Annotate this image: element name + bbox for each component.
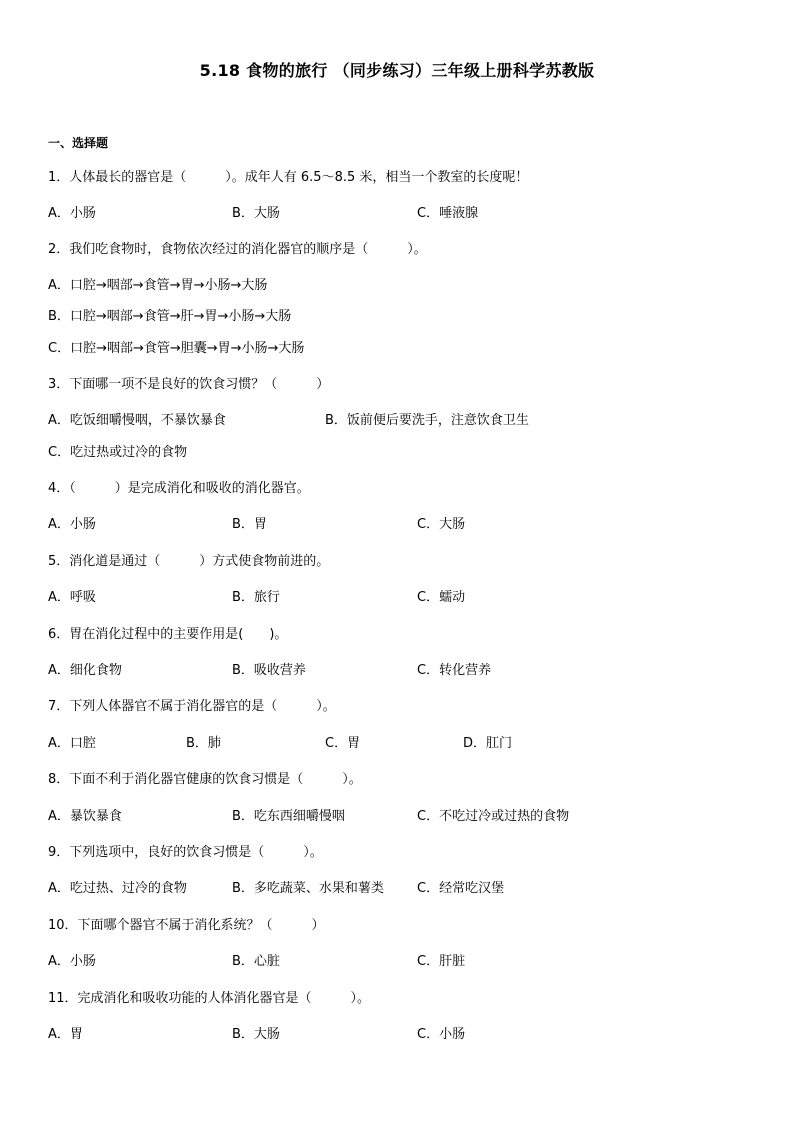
q9-option-a[interactable]: A．吃过热、过冷的食物 bbox=[48, 881, 187, 896]
question-9-stem: 9．下列选项中，良好的饮食习惯是（ ）。 bbox=[48, 845, 323, 860]
q4-option-a[interactable]: A．小肠 bbox=[48, 517, 96, 532]
q1-option-b[interactable]: B．大肠 bbox=[232, 206, 280, 221]
q8-option-c[interactable]: C．不吃过冷或过热的食物 bbox=[417, 809, 570, 824]
question-10-stem: 10．下面哪个器官不属于消化系统？（ ） bbox=[48, 918, 325, 933]
question-5-stem: 5．消化道是通过（ ）方式使食物前进的。 bbox=[48, 554, 330, 569]
question-1-stem: 1．人体最长的器官是（ ）。成年人有 6.5～8.5 米，相当一个教室的长度呢！ bbox=[48, 170, 529, 185]
q3-option-b[interactable]: B．饭前便后要洗手，注意饮食卫生 bbox=[325, 413, 529, 428]
page-title: 5.18 食物的旅行 （同步练习）三年级上册科学苏教版 bbox=[199, 61, 595, 80]
q6-option-b[interactable]: B．吸收营养 bbox=[232, 663, 306, 678]
question-11-stem: 11．完成消化和吸收功能的人体消化器官是（ ）。 bbox=[48, 991, 371, 1006]
q3-option-a[interactable]: A．吃饭细嚼慢咽，不暴饮暴食 bbox=[48, 413, 226, 428]
q10-option-a[interactable]: A．小肠 bbox=[48, 954, 96, 969]
q5-option-a[interactable]: A．呼吸 bbox=[48, 590, 96, 605]
question-8-stem: 8．下面不利于消化器官健康的饮食习惯是（ ）。 bbox=[48, 772, 362, 787]
q6-option-a[interactable]: A．细化食物 bbox=[48, 663, 122, 678]
question-6-stem: 6．胃在消化过程中的主要作用是( )。 bbox=[48, 627, 288, 642]
q4-option-b[interactable]: B．胃 bbox=[232, 517, 267, 532]
q6-option-c[interactable]: C．转化营养 bbox=[417, 663, 492, 678]
q2-option-b[interactable]: B．口腔→咽部→食管→肝→胃→小肠→大肠 bbox=[48, 309, 292, 324]
question-4-stem: 4．（ ）是完成消化和吸收的消化器官。 bbox=[48, 481, 310, 496]
q10-option-b[interactable]: B．心脏 bbox=[232, 954, 280, 969]
q2-option-a[interactable]: A．口腔→咽部→食管→胃→小肠→大肠 bbox=[48, 278, 268, 293]
q1-option-a[interactable]: A．小肠 bbox=[48, 206, 96, 221]
q7-option-a[interactable]: A．口腔 bbox=[48, 736, 96, 751]
q7-option-d[interactable]: D．肛门 bbox=[463, 736, 513, 751]
question-7-stem: 7．下列人体器官不属于消化器官的是（ ）。 bbox=[48, 699, 336, 714]
q11-option-b[interactable]: B．大肠 bbox=[232, 1027, 280, 1042]
q10-option-c[interactable]: C．肝脏 bbox=[417, 954, 466, 969]
q5-option-c[interactable]: C．蠕动 bbox=[417, 590, 466, 605]
q3-option-c[interactable]: C．吃过热或过冷的食物 bbox=[48, 445, 188, 460]
q8-option-a[interactable]: A．暴饮暴食 bbox=[48, 809, 122, 824]
q1-option-c[interactable]: C．唾液腺 bbox=[417, 206, 479, 221]
q11-option-c[interactable]: C．小肠 bbox=[417, 1027, 466, 1042]
q7-option-b[interactable]: B．肺 bbox=[186, 736, 221, 751]
section-heading: 一、选择题 bbox=[48, 136, 109, 150]
q5-option-b[interactable]: B．旅行 bbox=[232, 590, 280, 605]
q7-option-c[interactable]: C．胃 bbox=[325, 736, 361, 751]
q11-option-a[interactable]: A．胃 bbox=[48, 1027, 83, 1042]
question-3-stem: 3．下面哪一项不是良好的饮食习惯？（ ） bbox=[48, 377, 330, 392]
q9-option-c[interactable]: C．经常吃汉堡 bbox=[417, 881, 505, 896]
q4-option-c[interactable]: C．大肠 bbox=[417, 517, 466, 532]
question-2-stem: 2．我们吃食物时，食物依次经过的消化器官的顺序是（ ）。 bbox=[48, 242, 427, 257]
q9-option-b[interactable]: B．多吃蔬菜、水果和薯类 bbox=[232, 881, 384, 896]
q2-option-c[interactable]: C．口腔→咽部→食管→胆囊→胃→小肠→大肠 bbox=[48, 341, 305, 356]
q8-option-b[interactable]: B．吃东西细嚼慢咽 bbox=[232, 809, 345, 824]
